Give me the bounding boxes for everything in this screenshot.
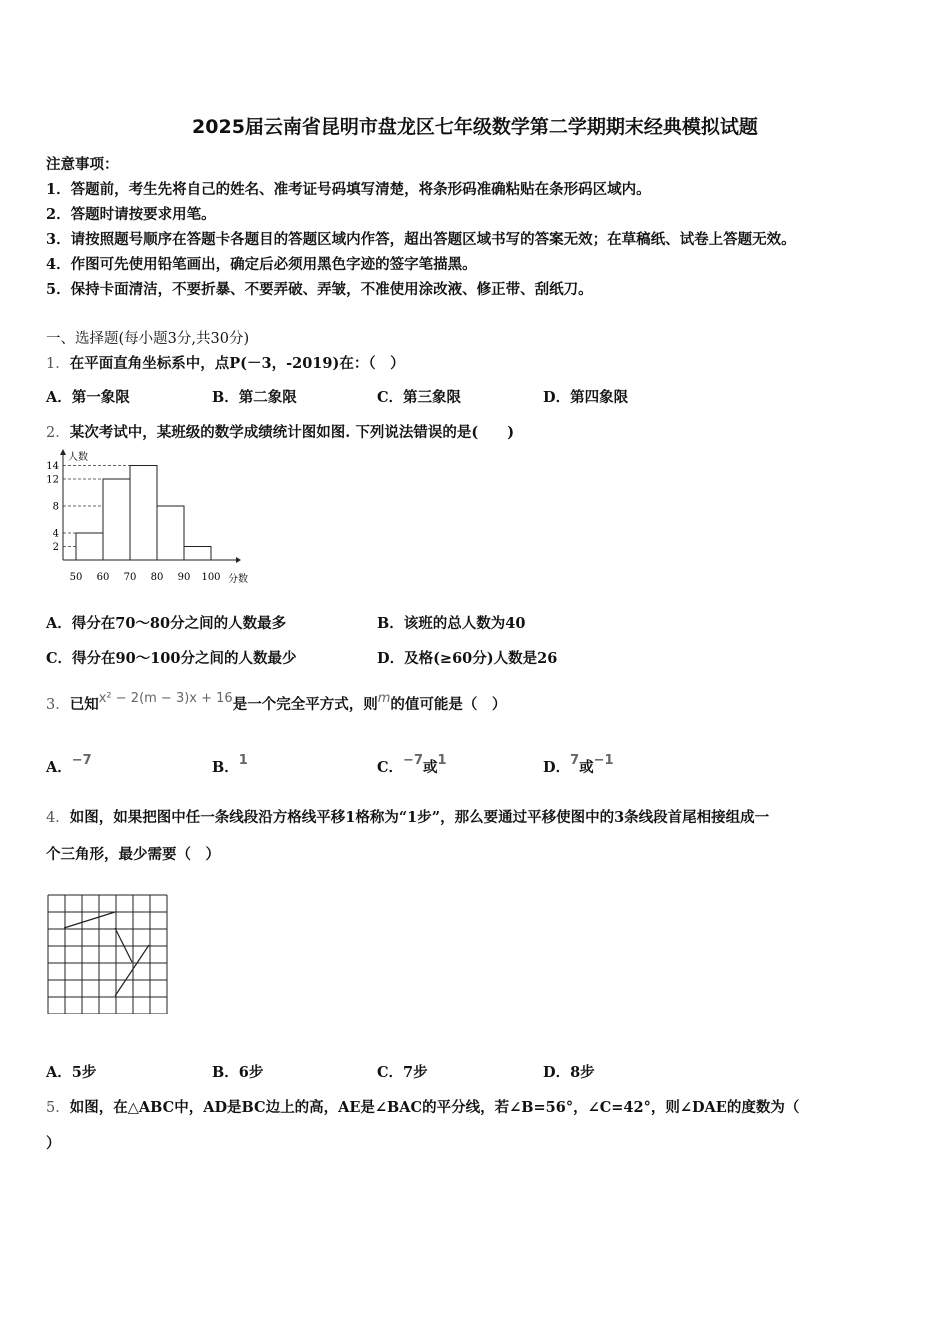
option-label: A． (46, 759, 72, 776)
option-value: 1 (238, 753, 248, 768)
x-axis-arrow (236, 557, 241, 563)
question-number: 1． (46, 356, 70, 372)
q3-option-b (212, 753, 248, 777)
option-value: −7 (403, 753, 423, 768)
notes-heading: 注意事项： (46, 156, 119, 173)
question-3 (46, 693, 506, 714)
y-tick-label: 14 (46, 461, 59, 472)
question-1 (46, 352, 405, 373)
note-item: 2．答题时请按要求用笔。 (46, 206, 216, 223)
x-tick-label: 50 (69, 572, 83, 583)
histogram-bar (103, 479, 130, 560)
x-tick-label: 80 (150, 572, 164, 583)
q2-option-c: C．得分在90～100分之间的人数最少 (46, 650, 297, 667)
option-label: D． (543, 759, 571, 776)
option-value: −7 (71, 753, 92, 768)
q4-option-c: C．7步 (377, 1064, 428, 1081)
question-5-cont: ） (46, 1135, 61, 1152)
segment-1 (64, 912, 115, 928)
question-4 (46, 806, 769, 827)
option-value: −1 (593, 753, 614, 768)
question-number: 5． (46, 1100, 70, 1116)
option-label: C． (377, 759, 404, 776)
question-text: 是一个完全平方式，则 (232, 696, 378, 713)
note-item: 5．保持卡面清洁，不要折暴、不要弄破、弄皱，不准使用涂改液、修正带、刮纸刀。 (46, 281, 593, 298)
q1-option-c: C．第三象限 (377, 389, 462, 406)
question-text: 的值可能是（ ） (390, 696, 507, 713)
q3-option-d (543, 753, 614, 777)
question-2 (46, 421, 514, 442)
q1-option-a: A．第一象限 (46, 389, 130, 406)
option-label: B． (212, 759, 239, 776)
question-number: 4． (46, 810, 70, 826)
x-tick-label: 100 (201, 572, 221, 583)
note-item: 3．请按照题号顺序在答题卡各题目的答题区域内作答，超出答题区域书写的答案无效；在草稿纸、试卷上答题无效。 (46, 231, 796, 248)
question-text: 在平面直角坐标系中，点P(－3，-2019)在：（ ） (69, 355, 405, 372)
question-4-cont: 个三角形，最少需要（ ） (46, 846, 220, 863)
q2-option-d: D．及格(≥60分)人数是26 (377, 650, 558, 667)
option-value: 1 (437, 753, 447, 768)
note-item: 4．作图可先使用铅笔画出，确定后必须用黑色字迹的签字笔描黑。 (46, 256, 477, 273)
q3-option-a (46, 753, 92, 777)
q4-option-a: A．5步 (46, 1064, 97, 1081)
x-tick-label: 70 (123, 572, 137, 583)
question-5 (46, 1096, 799, 1117)
question-text: 如图，如果把图中任一条线段沿方格线平移1格称为“1步”，那么要通过平移使图中的3条线段首尾相接组成一 (69, 809, 770, 826)
y-tick-label: 4 (52, 528, 59, 540)
grid-lines (48, 895, 167, 1014)
segment-3 (115, 945, 149, 996)
question-number: 3． (46, 697, 70, 713)
section-heading: 一、选择题(每小题3分,共30分) (46, 331, 250, 347)
option-or: 或 (579, 759, 594, 776)
math-expression: x² − 2(m − 3)x + 16 (98, 691, 233, 706)
math-variable: m (377, 691, 391, 706)
histogram-bar (157, 506, 184, 560)
question-text: 如图，在△ABC中，AD是BC边上的高，AE是∠BAC的平分线，若∠B=56°，∠C=42°，则∠DAE的度数为（ (69, 1099, 800, 1116)
note-item: 1．答题前，考生先将自己的姓名、准考证号码填写清楚，将条形码准确粘贴在条形码区域内。 (46, 181, 651, 198)
x-tick-label: 90 (177, 572, 191, 583)
q2-option-a: A．得分在70～80分之间的人数最多 (46, 615, 287, 632)
y-tick-label: 2 (52, 542, 59, 553)
x-axis-label: 分数 (228, 574, 248, 585)
x-tick-label: 60 (96, 572, 110, 583)
y-axis-arrow (60, 449, 66, 455)
grid-figure (47, 894, 169, 1014)
y-tick-label: 12 (46, 474, 59, 486)
option-or: 或 (423, 759, 438, 776)
segment-2 (115, 928, 132, 962)
histogram-bar (130, 466, 157, 561)
histogram-chart (40, 448, 270, 590)
question-text: 已知 (69, 696, 99, 713)
q4-option-b: B．6步 (212, 1064, 264, 1081)
option-value: 7 (570, 753, 580, 768)
q1-option-d: D．第四象限 (543, 389, 629, 406)
histogram-bar (184, 547, 211, 561)
y-axis-label: 人数 (68, 452, 88, 463)
question-text: 某次考试中，某班级的数学成绩统计图如图. 下列说法错误的是( ) (69, 424, 515, 441)
question-number: 2． (46, 425, 70, 441)
q1-option-b: B．第二象限 (212, 389, 297, 406)
histogram-bar (76, 533, 103, 560)
q3-option-c (377, 753, 447, 777)
q2-option-b: B．该班的总人数为40 (377, 615, 526, 632)
q4-option-d: D．8步 (543, 1064, 595, 1081)
y-tick-label: 8 (52, 501, 59, 513)
page-title: 2025届云南省昆明市盘龙区七年级数学第二学期期末经典模拟试题 (192, 116, 758, 138)
